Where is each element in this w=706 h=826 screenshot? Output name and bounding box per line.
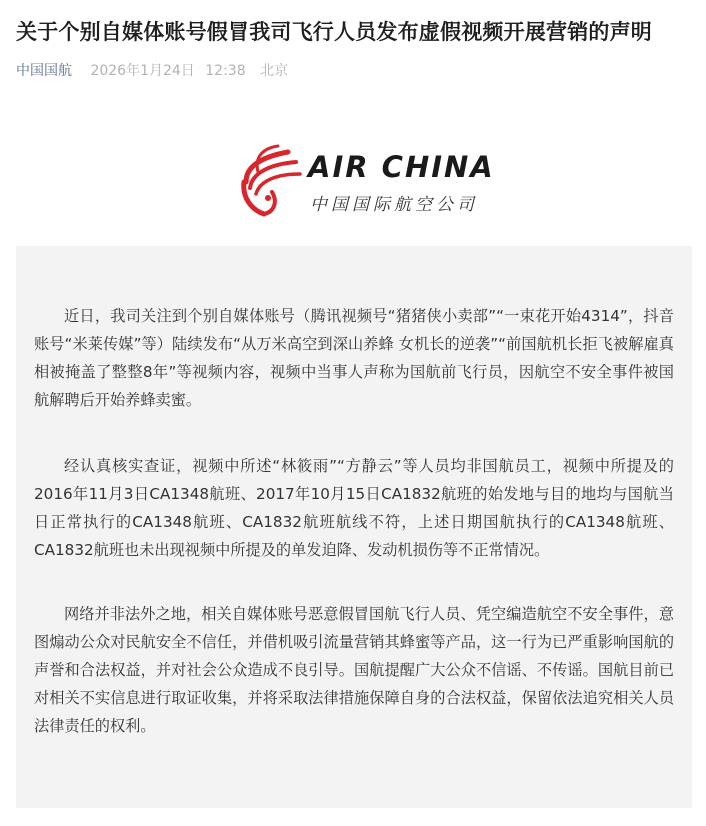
- article-title: 关于个别自媒体账号假冒我司飞行人员发布虚假视频开展营销的声明: [16, 20, 652, 44]
- article-meta: [16, 60, 288, 82]
- air-china-logo: [238, 142, 495, 220]
- statement-box: [16, 246, 692, 808]
- statement-paragraph-1: 近日，我司关注到个别自媒体账号（腾讯视频号“猪猪侠小卖部”“一束花开始4314”，抖音账号“米莱传媒”等）陆续发布“从万米高空到深山养蜂 女机长的逆袭”“前国航机长拒飞被解雇真相被掩盖了整整8年”等视频内容，视频中当事人声称为国航前飞行员，因航空不安全事件被国航解聘后开始养蜂卖蜜。: [34, 307, 674, 409]
- statement-paragraph-2: 经认真核实查证，视频中所述“林筱雨”“方静云”等人员均非国航员工，视频中所提及的2016年11月3日CA1348航班、2017年10月15日CA1832航班的始发地与目的地均与国航当日正常执行的CA1348航班、CA1832航班航线不符，上述日期国航执行的CA1348航班、CA1832航班也未出现视频中所提及的单发迫降、发动机损伤等不正常情况。: [34, 457, 674, 559]
- publish-date: 2026年1月24日: [90, 63, 195, 79]
- publish-time: 12:38: [205, 63, 246, 79]
- publish-location: 北京: [260, 63, 289, 79]
- statement-paragraph-3: 网络并非法外之地，相关自媒体账号恶意假冒国航飞行人员、凭空编造航空不安全事件，意图煽动公众对民航安全不信任，并借机吸引流量营销其蜂蜜等产品，这一行为已严重影响国航的声誉和合法权益，并对社会公众造成不良引导。国航提醒广大公众不信谣、不传谣。国航目前已对相关不实信息进行取证收集，并将采取法律措施保障自身的合法权益，保留依法追究相关人员法律责任的权利。: [34, 605, 674, 735]
- brand-name-cn: 中国国际航空公司: [310, 195, 478, 215]
- account-name-link[interactable]: 中国国航: [16, 63, 72, 79]
- phoenix-emblem-icon: [238, 142, 304, 220]
- brand-name-en: AIR CHINA: [308, 150, 495, 184]
